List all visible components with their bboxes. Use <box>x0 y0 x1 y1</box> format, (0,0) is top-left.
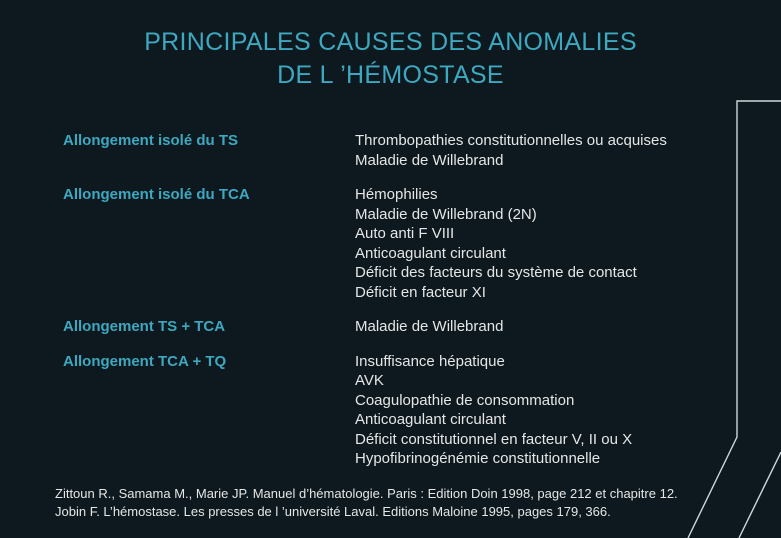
title-line-1: PRINCIPALES CAUSES DES ANOMALIES <box>144 28 637 56</box>
row-causes <box>355 317 711 337</box>
row-causes <box>355 352 711 469</box>
table-row <box>63 352 711 469</box>
row-causes <box>355 131 711 170</box>
table-row <box>63 317 711 337</box>
cause-line: Déficit constitutionnel en facteur V, II ou X <box>355 430 633 448</box>
row-label: Allongement TS + TCA <box>63 318 226 335</box>
row-label: Allongement isolé du TCA <box>63 186 250 203</box>
cause-line: Hypofibrinogénémie constitutionnelle <box>355 450 601 467</box>
cause-line: Anticoagulant circulant <box>355 411 506 428</box>
cause-line: AVK <box>355 372 384 389</box>
cause-line: Maladie de Willebrand (2N) <box>355 205 537 223</box>
cause-line: Insuffisance hépatique <box>355 352 505 370</box>
row-causes <box>355 185 711 302</box>
cause-line: Anticoagulant circulant <box>355 244 506 262</box>
references <box>55 485 701 520</box>
cause-line: Thrombopathies constitutionnelles ou acquises <box>355 132 667 149</box>
cause-line: Déficit en facteur XI <box>355 283 486 301</box>
cause-line: Maladie de Willebrand <box>355 151 504 169</box>
cause-line: Coagulopathie de consommation <box>355 391 575 409</box>
cause-line: Déficit des facteurs du système de contact <box>355 264 637 281</box>
reference-line: Zittoun R., Samama M., Marie JP. Manuel d’hématologie. Paris : Edition Doin 1998, page 212 et chapitre 12. <box>55 486 678 501</box>
row-label: Allongement isolé du TS <box>63 132 239 149</box>
slide-title <box>0 26 781 92</box>
causes-table <box>63 131 711 484</box>
cause-line: Auto anti F VIII <box>355 225 455 242</box>
table-row <box>63 131 711 170</box>
reference-line: Jobin F. L’hémostase. Les presses de l ’université Laval. Editions Maloine 1995, pages 179, 366. <box>55 503 611 519</box>
table-row <box>63 185 711 302</box>
cause-line: Maladie de Willebrand <box>355 318 504 335</box>
title-line-2: DE L ’HÉMOSTASE <box>277 61 504 89</box>
cause-line: Hémophilies <box>355 186 438 203</box>
row-label: Allongement TCA + TQ <box>63 352 227 370</box>
